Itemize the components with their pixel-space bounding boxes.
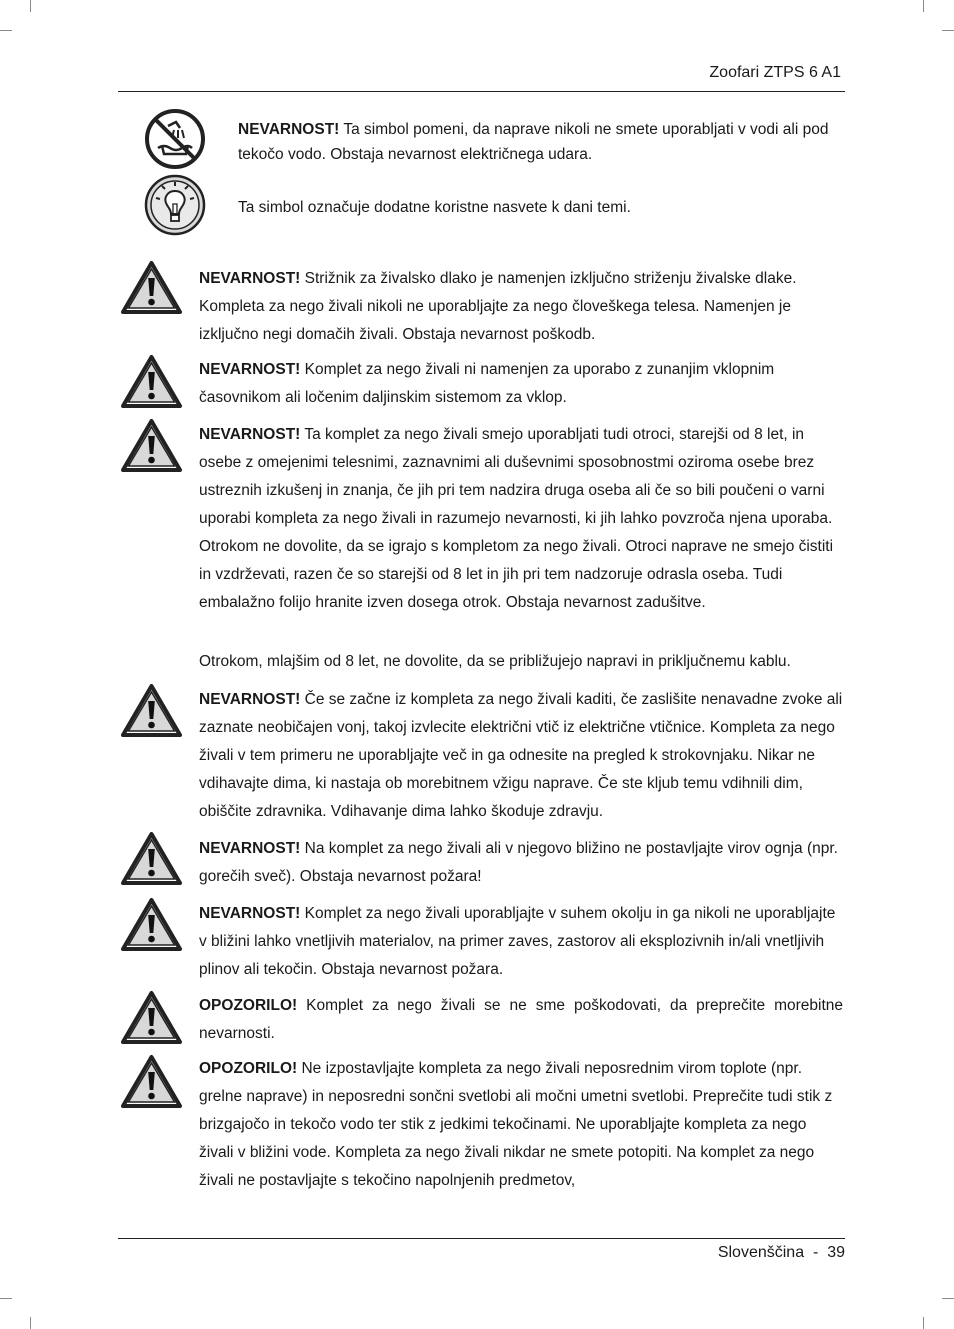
warning-triangle-icon — [120, 418, 183, 473]
symbol-description — [238, 117, 838, 167]
caution-label: OPOZORILO! — [199, 1060, 298, 1077]
header-title: Zoofari ZTPS 6 A1 — [709, 64, 841, 81]
warning-triangle-icon — [120, 831, 183, 886]
warning-triangle-icon — [120, 683, 183, 738]
symbol-description — [238, 195, 838, 220]
crop-mark — [923, 1317, 924, 1329]
paragraph-text: Otrokom, mlajšim od 8 let, ne dovolite, da se približujejo napravi in priključnemu kablu. — [199, 653, 791, 670]
crop-mark — [942, 1298, 954, 1299]
paragraph-text: Ta komplet za nego živali smejo uporabljati tudi otroci, starejši od 8 let, in osebe z omejenimi telesnimi, zaznavnimi ali duševnimi sposobnostmi oziroma osebe brez ustreznih izkušenj in znanja, če jih pri tem nadzira druga oseba ali če so bili poučeni o varni uporabi kompleta za nego živali in razumejo nevarnosti, ki jih lahko povzroča njena uporaba. Otrokom ne dovolite, da se igrajo s kompletom za nego živali. Otroci naprave ne smejo čistiti in vzdrževati, razen če so starejši od 8 let in jih pri tem nadzoruje odrasla oseba. Tudi embalažno folijo hranite izven dosega otrok. Obstaja nevarnost zadušitve. — [199, 426, 834, 611]
crop-mark — [30, 0, 31, 12]
crop-mark — [923, 0, 924, 12]
warning-triangle-icon — [120, 1054, 183, 1109]
danger-label: NEVARNOST! — [199, 361, 301, 378]
danger-label: NEVARNOST! — [199, 691, 301, 708]
caution-paragraph — [199, 992, 843, 1048]
danger-label: NEVARNOST! — [199, 270, 301, 287]
symbol-text: Ta simbol pomeni, da naprave nikoli ne smete uporabljati v vodi ali pod tekočo vodo. Obstaja nevarnost električnega udara. — [238, 121, 829, 163]
lightbulb-icon — [144, 174, 206, 236]
paragraph-text: Komplet za nego živali ni namenjen za uporabo z zunanjim vklopnim časovnikom ali ločenim daljinskim sistemom za vklop. — [199, 361, 775, 406]
crop-mark — [0, 30, 12, 31]
no-water-icon — [144, 108, 206, 170]
symbol-text: Ta simbol označuje dodatne koristne nasvete k dani temi. — [238, 199, 631, 216]
paragraph-text: Komplet za nego živali se ne sme poškodovati, da preprečite morebitne nevarnosti. — [199, 997, 843, 1042]
crop-mark — [0, 1298, 12, 1299]
caution-label: OPOZORILO! — [199, 997, 298, 1014]
footer-rule — [118, 1238, 845, 1239]
warning-paragraph — [199, 900, 843, 984]
warning-paragraph — [199, 265, 843, 349]
danger-label: NEVARNOST! — [238, 121, 340, 138]
info-paragraph — [199, 648, 843, 676]
caution-paragraph — [199, 1055, 843, 1195]
warning-paragraph — [199, 421, 843, 617]
paragraph-text: Če se začne iz kompleta za nego živali kaditi, če zaslišite nenavadne zvoke ali zaznate neobičajen vonj, takoj izvlecite električni vtič iz električne vtičnice. Kompleta za nego živali v tem primeru ne uporabljajte več in ga odnesite na pregled k strokovnjaku. Nikar ne vdihavajte dima, ki nastaja ob morebitnem vžigu naprave. Če ste kljub temu vdihnili dim, obiščite zdravnika. Vdihavanje dima lahko škoduje zdravju. — [199, 691, 843, 820]
danger-label: NEVARNOST! — [199, 905, 301, 922]
warning-paragraph — [199, 686, 843, 826]
page-number: Slovenščina - 39 — [717, 1244, 845, 1261]
danger-label: NEVARNOST! — [199, 426, 301, 443]
warning-paragraph — [199, 356, 843, 412]
warning-triangle-icon — [120, 354, 183, 409]
warning-triangle-icon — [120, 990, 183, 1045]
crop-mark — [942, 30, 954, 31]
header-rule — [118, 91, 845, 92]
warning-paragraph — [199, 835, 843, 891]
danger-label: NEVARNOST! — [199, 840, 301, 857]
paragraph-text: Strižnik za živalsko dlako je namenjen izključno striženju živalske dlake. Kompleta za nego živali nikoli ne uporabljajte za nego človeškega telesa. Namenjen je izključno negi domačih živali. Obstaja nevarnost poškodb. — [199, 270, 797, 343]
paragraph-text: Ne izpostavljajte kompleta za nego živali neposrednim virom toplote (npr. grelne naprave) in neposredni sončni svetlobi ali močni umetni svetlobi. Preprečite tudi stik z brizgajočo in tekočo vodo ter stik z jedkimi tekočinami. Ne uporabljajte kompleta za nego živali v bližini vode. Kompleta za nego živali nikdar ne smete potopiti. Na komplet za nego živali ne postavljajte s tekočino napolnjenih predmetov, — [199, 1060, 833, 1189]
warning-triangle-icon — [120, 260, 183, 315]
paragraph-text: Na komplet za nego živali ali v njegovo bližino ne postavljajte virov ognja (npr. gorečih sveč). Obstaja nevarnost požara! — [199, 840, 838, 885]
warning-triangle-icon — [120, 897, 183, 952]
paragraph-text: Komplet za nego živali uporabljajte v suhem okolju in ga nikoli ne uporabljajte v bližini lahko vnetljivih materialov, na primer zaves, zastorov ali eksplozivnih in/ali vnetljivih plinov ali tekočin. Obstaja nevarnost požara. — [199, 905, 836, 978]
crop-mark — [30, 1317, 31, 1329]
